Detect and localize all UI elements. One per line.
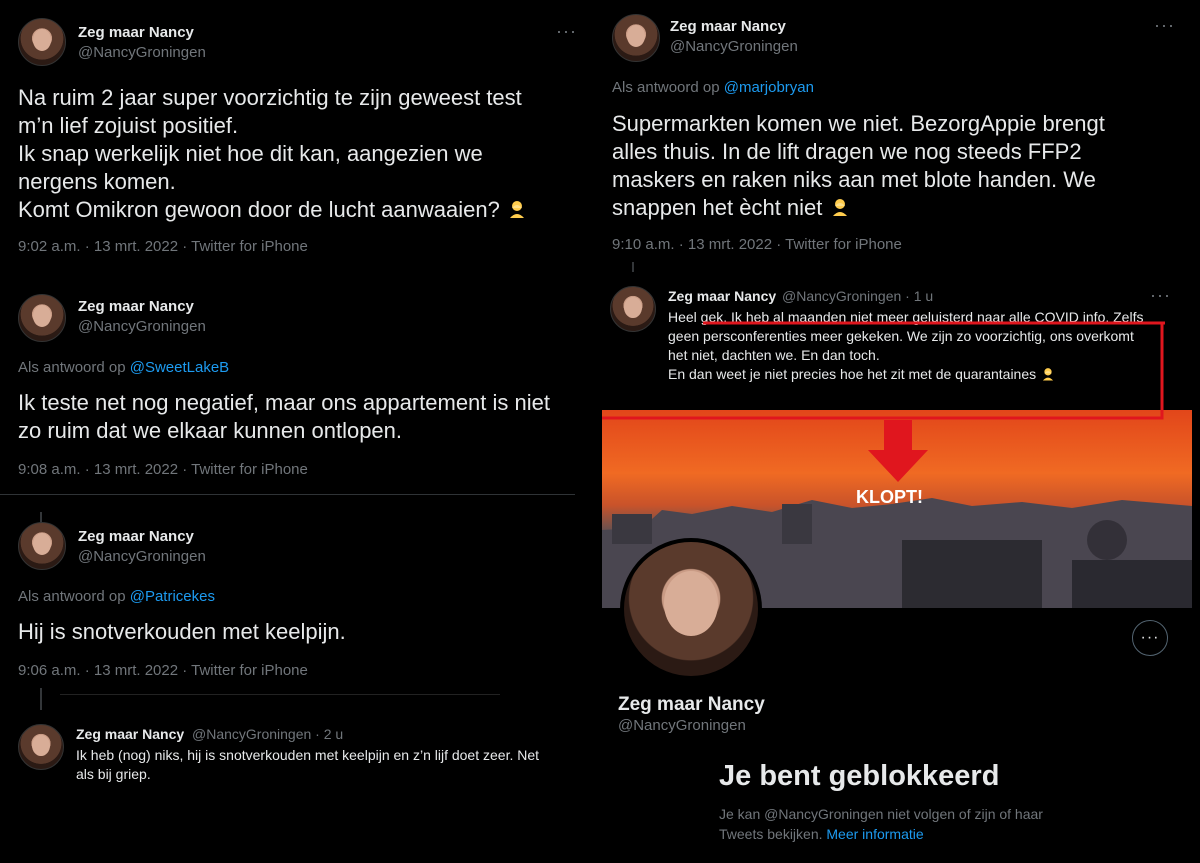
emoji-shrug-icon	[1040, 366, 1056, 382]
reply-prefix: Als antwoord op	[612, 79, 724, 96]
author-handle[interactable]: @NancyGroningen · 2 u	[192, 726, 344, 742]
tweet-timestamp[interactable]: 9:02 a.m. · 13 mrt. 2022 · Twitter for iPhone	[18, 238, 308, 255]
author-name[interactable]: Zeg maar Nancy	[670, 18, 786, 35]
tweet-panel-1	[0, 0, 590, 272]
avatar[interactable]	[18, 522, 66, 570]
tweet-panel-3	[0, 276, 590, 500]
avatar[interactable]	[18, 294, 66, 342]
tweet-text: Hij is snotverkouden met keelpijn.	[18, 619, 346, 644]
author-handle[interactable]: @NancyGroningen	[670, 38, 798, 55]
reply-to-link[interactable]: @Patricekes	[129, 588, 215, 605]
tweet-timestamp[interactable]: 9:06 a.m. · 13 mrt. 2022 · Twitter for iPhone	[18, 662, 308, 679]
reply-prefix: Als antwoord op	[18, 359, 130, 376]
tweet-timestamp[interactable]: 9:08 a.m. · 13 mrt. 2022 · Twitter for iPhone	[18, 461, 308, 478]
author-name[interactable]: Zeg maar Nancy	[78, 528, 194, 545]
tweet-panel-2	[594, 0, 1200, 272]
thread-line	[40, 688, 42, 710]
avatar[interactable]	[610, 286, 656, 332]
reply-context	[18, 588, 215, 605]
annotation-label: KLOPT!	[856, 487, 923, 507]
blocked-text: Je kan @NancyGroningen niet volgen of zijn of haar Tweets bekijken.	[719, 806, 1043, 842]
tweet-text	[668, 308, 1193, 384]
tweet-text	[612, 110, 1182, 222]
divider	[60, 694, 500, 695]
profile-name: Zeg maar Nancy	[618, 694, 765, 715]
tweet-text: Ik heb (nog) niks, hij is snotverkouden met keelpijn en z’n lijf doet zeer. Net als bij griep.	[76, 747, 540, 782]
tweet-text-content: Supermarkten komen we niet. BezorgAppie brengt alles thuis. In de lift dragen we nog steeds FFP2 maskers en raken niks aan met blote handen. We snappen het ècht niet	[612, 111, 1105, 220]
author-handle[interactable]: @NancyGroningen	[78, 44, 206, 61]
author-name[interactable]: Zeg maar Nancy	[78, 298, 194, 315]
author-name[interactable]: Zeg maar Nancy	[668, 288, 777, 304]
author-handle[interactable]: @NancyGroningen	[78, 548, 206, 565]
blocked-message	[719, 804, 1139, 844]
tweet-timestamp[interactable]: 9:10 a.m. · 13 mrt. 2022 · Twitter for iPhone	[612, 236, 902, 253]
emoji-shrug-icon	[506, 198, 528, 220]
tweet-text	[18, 84, 578, 224]
blocked-title: Je bent geblokkeerd	[719, 760, 1000, 792]
reply-prefix: Als antwoord op	[18, 588, 130, 605]
more-icon[interactable]: ···	[556, 21, 577, 41]
more-icon[interactable]: ···	[1132, 620, 1168, 656]
tweet-panel-6	[602, 276, 1200, 408]
author-handle[interactable]: @NancyGroningen · 1 u	[782, 288, 934, 304]
more-icon[interactable]: ···	[1150, 285, 1171, 305]
emoji-shrug-icon	[829, 196, 851, 218]
divider	[0, 494, 575, 495]
avatar[interactable]	[612, 14, 660, 62]
reply-context	[612, 79, 814, 96]
tweet-text-content: Na ruim 2 jaar super voorzichtig te zijn geweest test m’n lief zojuist positief. Ik snap werkelijk niet hoe dit kan, aangezien we nergens komen. Komt Omikron gewoon door de lucht aanwaaien?	[18, 85, 522, 222]
thread-line	[632, 262, 634, 272]
reply-context	[18, 359, 229, 376]
reply-to-link[interactable]: @SweetLakeB	[129, 359, 230, 376]
tweet-panel-4	[0, 504, 590, 863]
more-info-link[interactable]: Meer informatie	[826, 826, 924, 842]
author-handle[interactable]: @NancyGroningen	[78, 318, 206, 335]
reply-to-link[interactable]: @marjobryan	[723, 79, 814, 96]
author-name[interactable]: Zeg maar Nancy	[76, 726, 185, 742]
avatar[interactable]	[18, 724, 64, 770]
tweet-text: Ik teste net nog negatief, maar ons appartement is niet zo ruim dat we elkaar kunnen ontlopen.	[18, 390, 550, 443]
profile-handle: @NancyGroningen	[618, 717, 746, 734]
author-name[interactable]: Zeg maar Nancy	[78, 24, 194, 41]
avatar[interactable]	[18, 18, 66, 66]
tweet-text-content: Heel gek. Ik heb al maanden niet meer geluisterd naar alle COVID info. Zelfs geen persconferenties meer gekeken. We zijn zo voorzichtig, ons overkomt het niet, dachten we. En dan toch. En dan weet je niet precies hoe het zit met de quarantaines	[668, 309, 1144, 382]
more-icon[interactable]: ···	[1154, 15, 1175, 35]
profile-avatar[interactable]	[620, 538, 762, 680]
